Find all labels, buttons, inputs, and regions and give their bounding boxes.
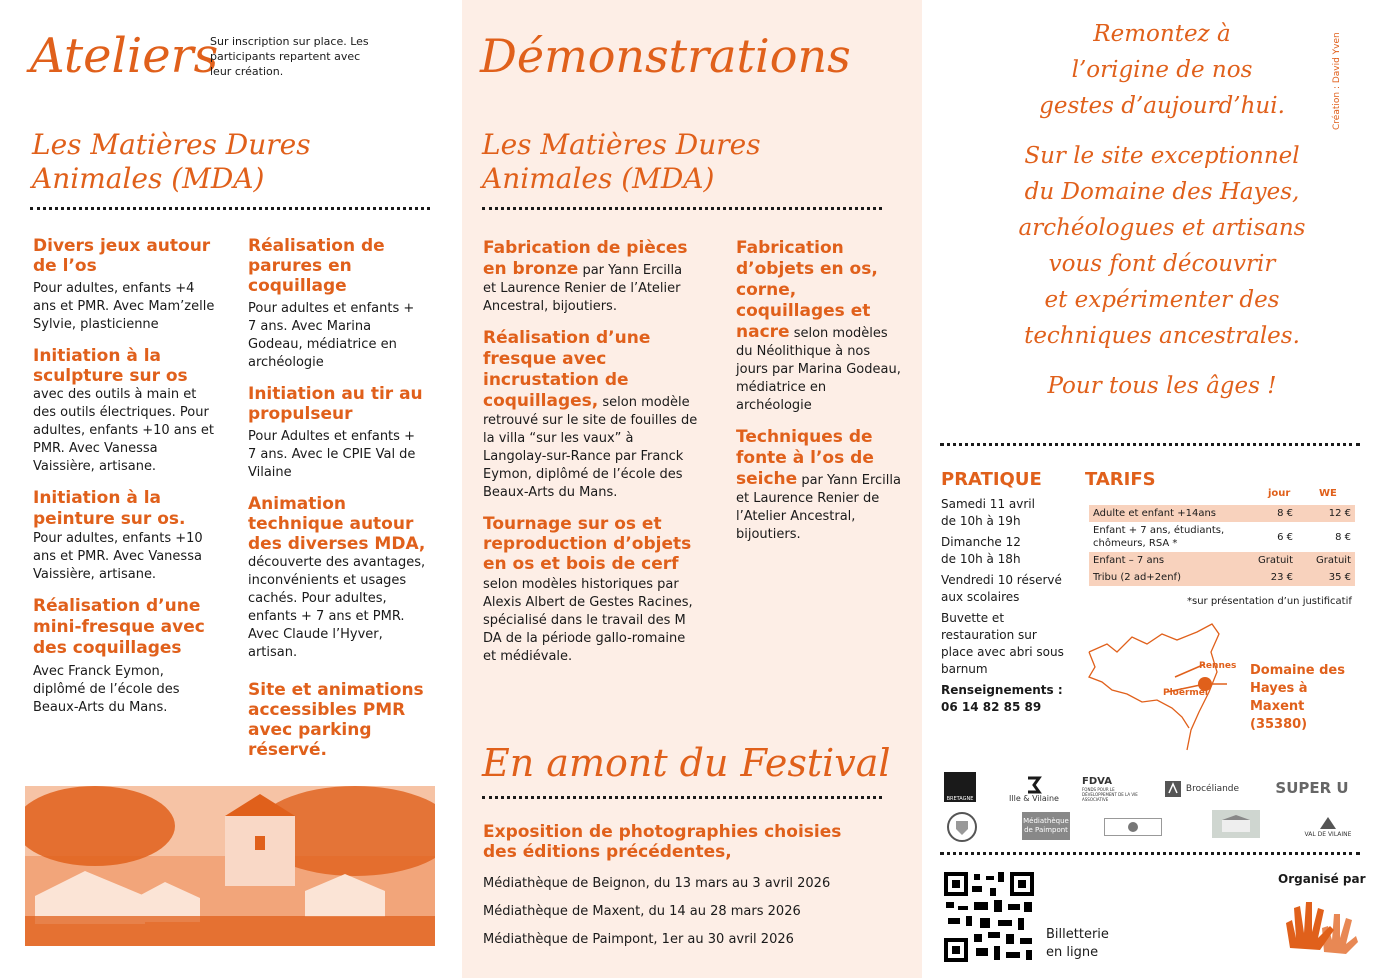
atelier-item xyxy=(248,236,426,372)
fdva-logo xyxy=(1082,771,1142,807)
association-icon xyxy=(1127,821,1139,833)
tarifs-table xyxy=(1089,505,1355,586)
pratique-line: Vendredi 10 réservé xyxy=(941,573,1062,587)
intro-line: vous font découvrir xyxy=(1048,251,1276,277)
atelier-item-text: Pour adultes, enfants +4 ans et PMR. Avec Mam’zelle Sylvie, plasticienne xyxy=(33,281,215,332)
brittany-map xyxy=(1087,622,1227,752)
info-panel xyxy=(922,0,1385,978)
tarifs-col-we: WE xyxy=(1319,488,1337,499)
atelier-item xyxy=(248,680,426,760)
tarif-row xyxy=(1089,569,1355,586)
demo-item-text: par Yann Ercilla et Laurence Renier de l’Atelier Ancestral, bijoutiers. xyxy=(736,473,901,542)
ateliers-subtitle xyxy=(32,128,311,196)
atelier-item-title: Initiation à la peinture sur os. xyxy=(33,488,186,529)
demo-item-title: Techniques de fonte à l’os de seiche xyxy=(736,427,874,489)
demo-item-text: selon modèles du Néolithique à nos jours par Marina Godeau, médiatrice en archéologie xyxy=(736,326,901,413)
intro-line: archéologues et artisans xyxy=(1018,215,1306,241)
atelier-item-title: Divers jeux autour de l’os xyxy=(33,236,211,276)
demonstrations-panel xyxy=(462,0,922,978)
festival-photo xyxy=(25,786,435,946)
pratique-line: Buvette et xyxy=(941,611,1005,625)
atelier-item-title: Site et animations accessibles PMR avec parking réservé. xyxy=(248,680,424,760)
tarif-label: Enfant – 7 ans xyxy=(1089,552,1239,569)
amont-divider xyxy=(482,796,882,799)
atelier-item xyxy=(248,494,426,662)
expo-list xyxy=(483,870,903,954)
demo-item xyxy=(736,427,901,544)
tarif-label: Adulte et enfant +14ans xyxy=(1089,505,1239,522)
demo-item-title: Fabrication de pièces en bronze xyxy=(483,238,688,279)
super-u-logo xyxy=(1267,776,1357,800)
phone-number[interactable]: 06 14 82 85 89 xyxy=(941,700,1042,714)
intro-line: et expérimenter des xyxy=(1044,287,1280,313)
association-logo xyxy=(1104,818,1162,836)
expo-line: Médiathèque de Beignon, du 13 mars au 3 avril 2026 xyxy=(483,876,831,891)
atelier-item-title: Réalisation d’une mini-fresque avec des coquillages xyxy=(33,596,205,658)
pratique-line: aux scolaires xyxy=(941,590,1020,604)
tarifs-col-jour: jour xyxy=(1268,488,1291,499)
map-city-rennes: Rennes xyxy=(1199,661,1237,671)
demonstrations-subtitle-line1: Les Matières Dures xyxy=(482,128,761,161)
ateliers-col1 xyxy=(33,236,218,729)
atelier-item-text: avec des outils à main et des outils électriques. Pour adultes, enfants +10 ans et PMR. Avec Vanessa Vaissière, artisane. xyxy=(33,387,214,474)
building-icon xyxy=(1216,814,1256,834)
tarif-row xyxy=(1089,505,1355,522)
credit: Création : David Yven xyxy=(1332,32,1342,130)
tarif-we: 12 € xyxy=(1297,505,1355,522)
tarif-we: 8 € xyxy=(1335,531,1351,543)
val-de-vilaine-label: VAL DE VILAINE xyxy=(1304,830,1352,838)
tarif-we: Gratuit xyxy=(1297,552,1355,569)
demonstrations-subtitle xyxy=(482,128,761,196)
demonstrations-divider xyxy=(482,207,882,210)
building-photo-logo xyxy=(1212,810,1260,838)
atelier-item-text: Pour adultes, enfants +10 ans et PMR. Avec Vanessa Vaissière, artisane. xyxy=(33,531,203,582)
tarif-label: Enfant + 7 ans, étudiants, chômeurs, RSA * xyxy=(1093,525,1225,549)
info-divider-top xyxy=(940,443,1360,446)
mediatheque-label: Médiathèque de Paimpont xyxy=(1023,817,1069,834)
demonstrations-col1 xyxy=(483,238,698,678)
pratique-line: restauration sur xyxy=(941,628,1037,642)
demonstrations-col2 xyxy=(736,238,901,556)
pratique-line: place avec abri sous xyxy=(941,645,1064,659)
ateliers-note: Sur inscription sur place. Les participants repartent avec leur création. xyxy=(210,35,369,78)
atelier-item xyxy=(33,346,218,476)
qr-code[interactable] xyxy=(944,872,1034,962)
ille-vilaine-label: Ille & Vilaine xyxy=(1009,793,1059,803)
atelier-item-text: découverte des avantages, inconvénients et usages cachés. Pour adultes, enfants + 7 ans et PMR. Avec Claude l’Hyver, artisan. xyxy=(248,555,426,660)
intro-line: Sur le site exceptionnel xyxy=(1024,143,1300,169)
tarif-jour: Gratuit xyxy=(1239,552,1297,569)
intro-line: du Domaine des Hayes, xyxy=(1024,179,1300,205)
atelier-item xyxy=(33,236,218,334)
ateliers-subtitle-line1: Les Matières Dures xyxy=(32,128,311,161)
organizer-hands-logo xyxy=(1280,888,1360,958)
demo-item-text: par Yann Ercilla et Laurence Renier de l’Atelier Ancestral, bijoutiers. xyxy=(483,263,683,314)
val-de-vilaine-logo xyxy=(1297,808,1359,844)
intro-text xyxy=(982,16,1342,404)
intro-line: Remontez à xyxy=(1093,21,1231,47)
demo-item-title: Fabrication d’objets en os, corne, coquillages et nacre xyxy=(736,238,878,342)
pratique-list xyxy=(941,496,1081,716)
tarifs-footnote: *sur présentation d’un justificatif xyxy=(1187,596,1352,607)
atelier-item xyxy=(33,488,218,584)
demo-item-title: Réalisation d’une fresque avec incrustation de coquillages, xyxy=(483,328,651,411)
pratique-line: Dimanche 12 xyxy=(941,535,1021,549)
broceliande-icon xyxy=(1163,779,1183,799)
info-divider-bottom xyxy=(940,852,1360,855)
ille-vilaine-icon xyxy=(1025,776,1043,794)
tarif-row xyxy=(1089,522,1355,552)
mediatheque-logo xyxy=(1022,812,1070,840)
expo-line: Médiathèque de Paimpont, 1er au 30 avril 2026 xyxy=(483,932,794,947)
amont-title: En amont du Festival xyxy=(482,741,891,785)
ateliers-divider xyxy=(30,207,430,210)
intro-line: Pour tous les âges ! xyxy=(1047,373,1277,399)
atelier-item-text: Avec Franck Eymon, diplômé de l’école des Beaux-Arts du Mans. xyxy=(33,664,180,715)
tarif-jour: 8 € xyxy=(1239,505,1297,522)
fdva-label: FDVA xyxy=(1082,776,1112,787)
tarif-label: Tribu (2 ad+2enf) xyxy=(1089,569,1239,586)
intro-line: l’origine de nos xyxy=(1071,57,1253,83)
tarif-jour: 6 € xyxy=(1277,531,1293,543)
pratique-line: Samedi 11 avril xyxy=(941,497,1035,511)
ateliers-title: Ateliers xyxy=(30,28,219,84)
atelier-item-title: Initiation au tir au propulseur xyxy=(248,384,423,424)
crest-icon xyxy=(946,811,978,843)
atelier-item-title: Animation technique autour des diverses MDA, xyxy=(248,494,426,554)
atelier-item-text: Pour adultes et enfants + 7 ans. Avec Marina Godeau, médiatrice en archéologie xyxy=(248,301,415,370)
demo-item-text: selon modèles historiques par Alexis Albert de Gestes Racines, spécialisé dans le travail des M DA de la période gallo-romaine et médiévale. xyxy=(483,577,693,664)
pratique-line: barnum xyxy=(941,662,988,676)
demonstrations-title: Démonstrations xyxy=(480,29,851,83)
tarif-row xyxy=(1089,552,1355,569)
atelier-item xyxy=(248,384,426,482)
demo-item-text: selon modèle retrouvé sur le site de fouilles de la villa “sur les vaux” à Langolay-sur-Rance par Franck Eymon, diplômé de l’école des Beaux-Arts du Mans. xyxy=(483,395,698,500)
intro-line: gestes d’aujourd’hui. xyxy=(1039,93,1285,119)
intro-line: techniques ancestrales. xyxy=(1024,323,1300,349)
pratique-line: de 10h à 19h xyxy=(941,514,1021,528)
broceliande-logo xyxy=(1160,775,1242,803)
contact-label: Renseignements : xyxy=(941,683,1063,697)
billetterie-label[interactable]: Billetterie en ligne xyxy=(1046,927,1109,960)
commune-crest-logo xyxy=(944,810,980,844)
bretagne-logo xyxy=(944,772,976,802)
organise-par-label: Organisé par xyxy=(1278,872,1366,886)
super-u-label: SUPER U xyxy=(1275,779,1349,797)
demo-item xyxy=(483,238,698,316)
expo-title: Exposition de photographies choisies des éditions précédentes, xyxy=(483,822,842,862)
demonstrations-subtitle-line2: Animales (MDA) xyxy=(482,162,715,195)
tarif-jour: 23 € xyxy=(1239,569,1297,586)
broceliande-label: Brocéliande xyxy=(1185,784,1240,794)
ille-vilaine-logo xyxy=(1008,772,1060,806)
atelier-item-text: Pour Adultes et enfants + 7 ans. Avec le CPIE Val de Vilaine xyxy=(248,429,416,480)
atelier-item xyxy=(33,596,218,717)
val-de-vilaine-icon xyxy=(1318,815,1338,831)
demo-item xyxy=(736,238,901,415)
ateliers-panel xyxy=(0,0,462,978)
map-location: Domaine des Hayes à Maxent (35380) xyxy=(1250,663,1345,732)
ateliers-subtitle-line2: Animales (MDA) xyxy=(32,162,265,195)
tarifs-title: TARIFS xyxy=(1085,469,1156,490)
demo-item xyxy=(483,328,698,502)
expo-line: Médiathèque de Maxent, du 14 au 28 mars 2026 xyxy=(483,904,801,919)
tarif-we: 35 € xyxy=(1297,569,1355,586)
bretagne-logo-label: BRETAGNE xyxy=(946,796,974,802)
demo-item xyxy=(483,514,698,666)
ateliers-col2 xyxy=(248,236,426,772)
pratique-line: de 10h à 18h xyxy=(941,552,1021,566)
fdva-sub-label: FONDS POUR LE DÉVELOPPEMENT DE LA VIE ASSOCIATIVE xyxy=(1082,787,1138,802)
demo-item-title: Tournage sur os et reproduction d’objets en os et bois de cerf xyxy=(483,514,692,574)
atelier-item-title: Initiation à la sculpture sur os xyxy=(33,346,188,386)
atelier-item-title: Réalisation de parures en coquillage xyxy=(248,236,385,296)
pratique-title: PRATIQUE xyxy=(941,469,1042,490)
map-city-ploermel: Ploërmel xyxy=(1163,688,1208,698)
